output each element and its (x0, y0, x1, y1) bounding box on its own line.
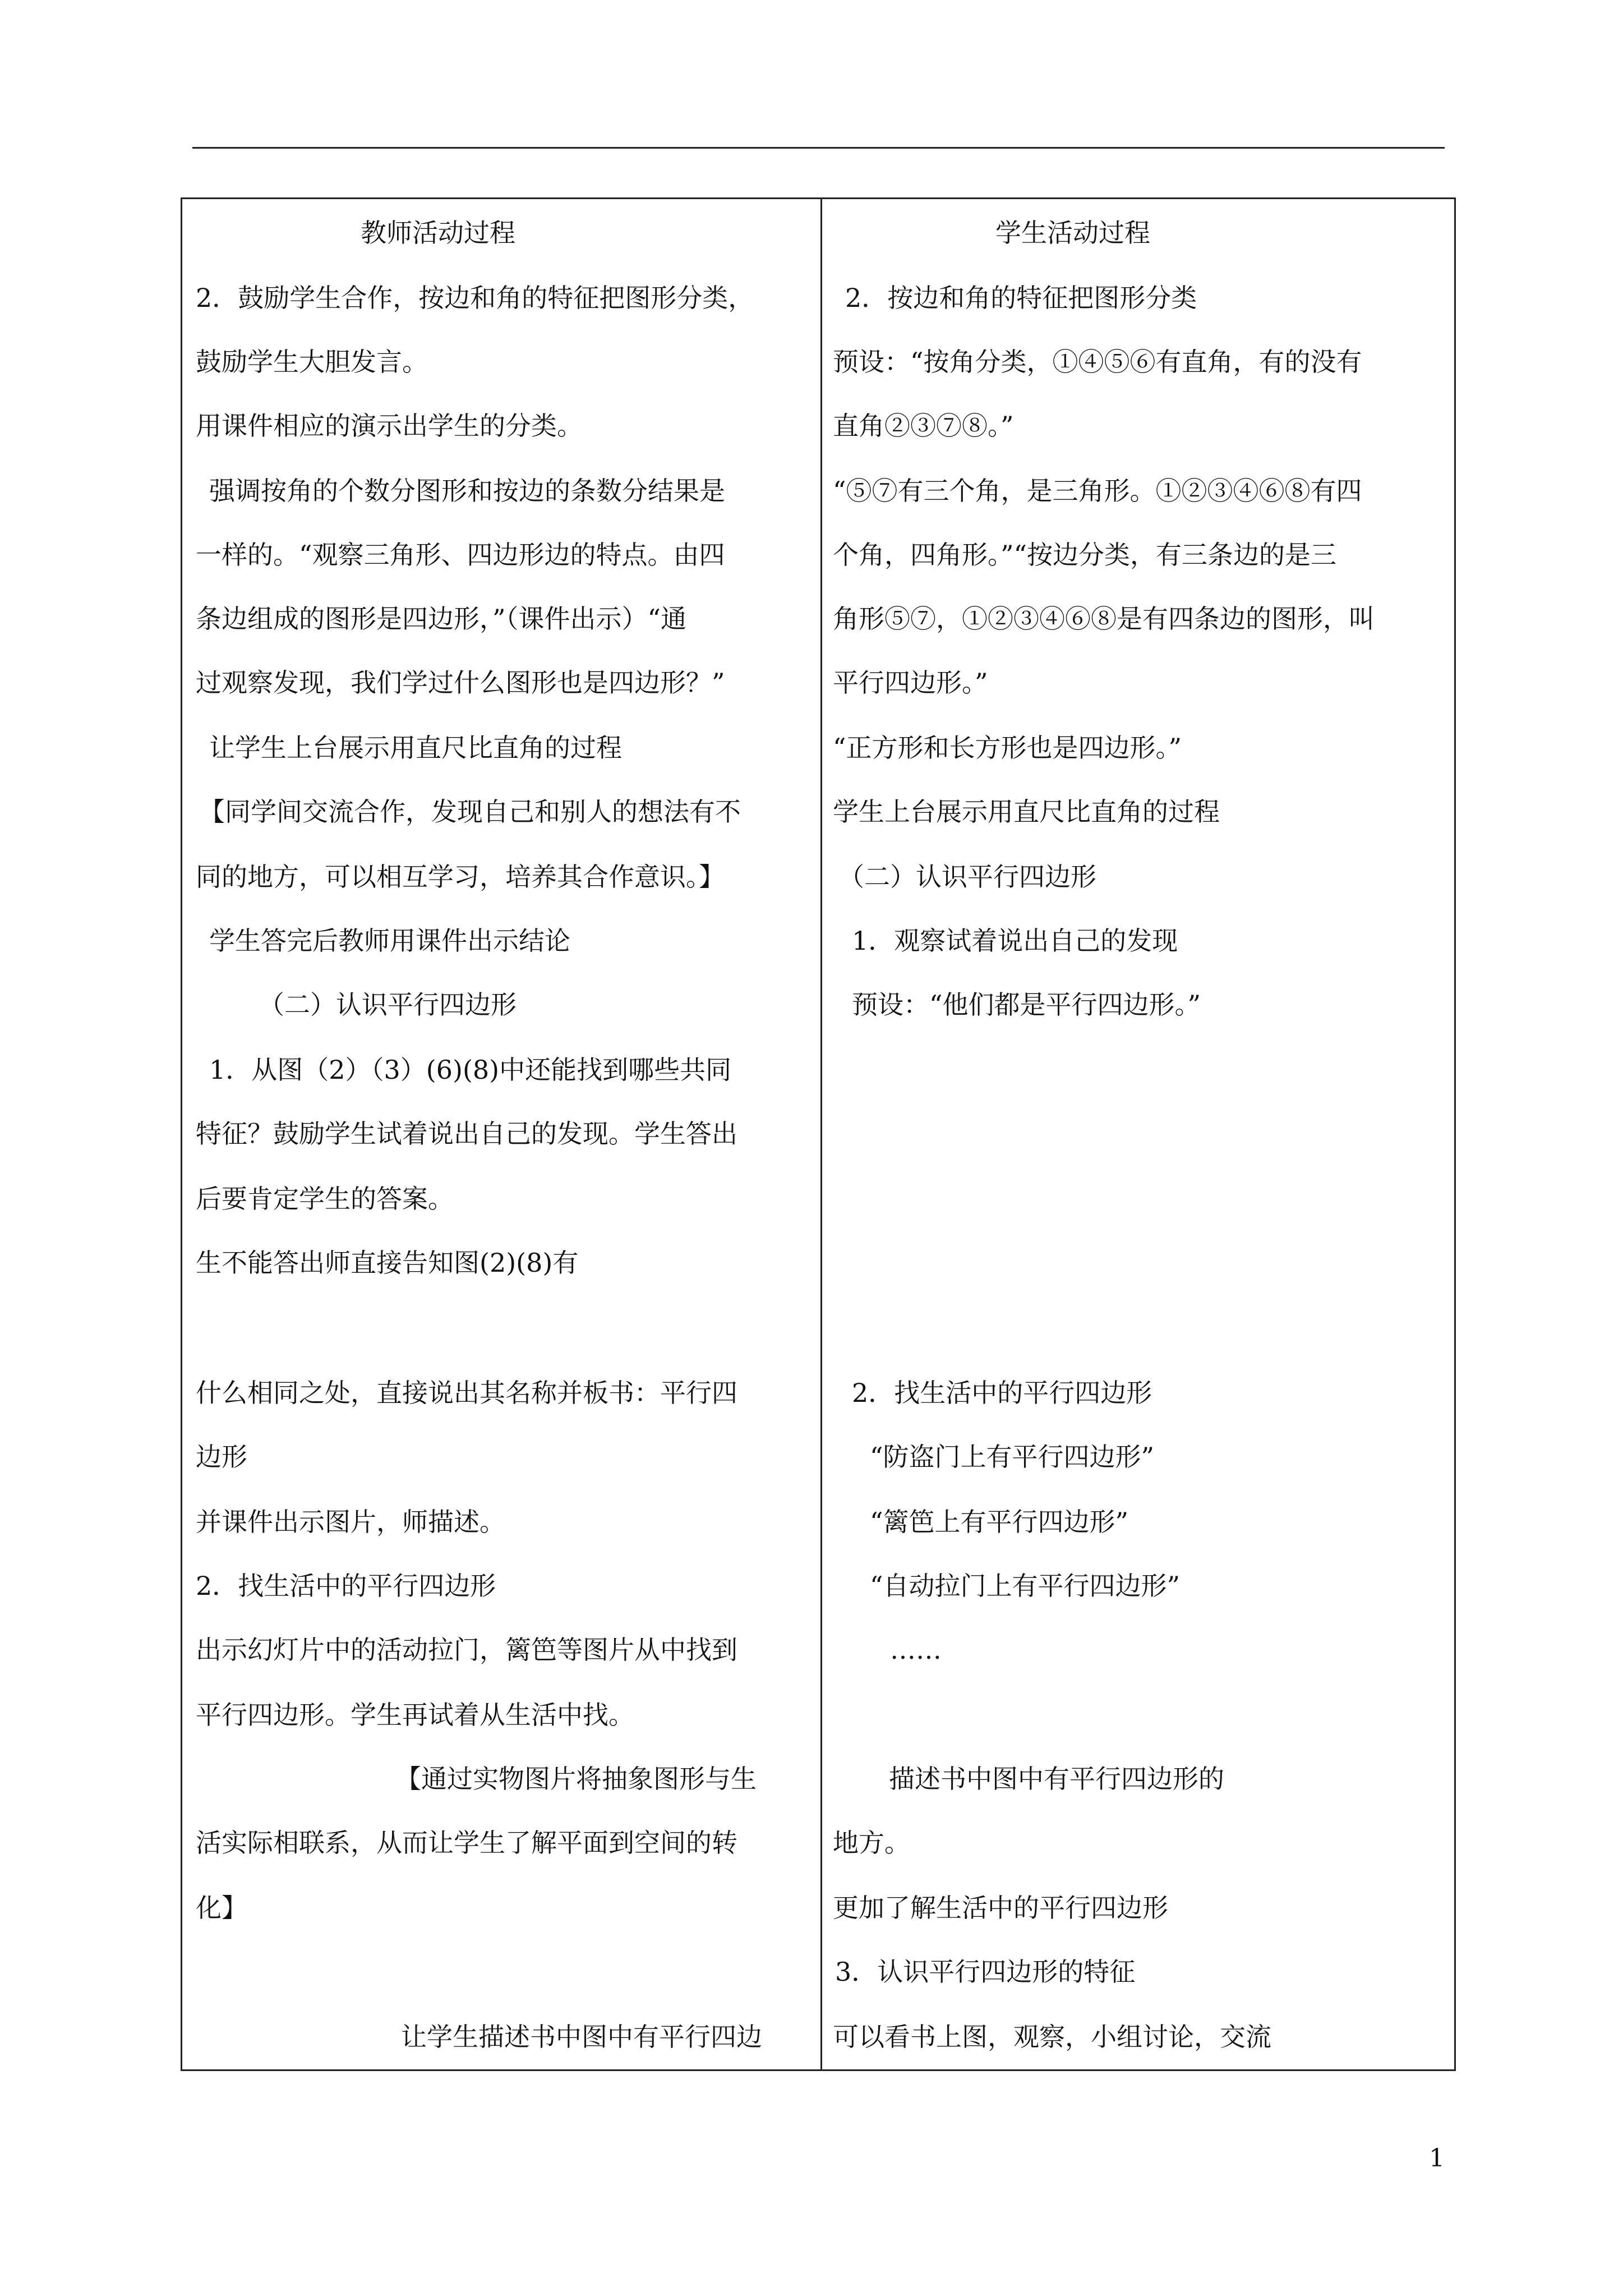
teacher-line: 条边组成的图形是四边形，”（课件出示）“通 (196, 604, 687, 634)
teacher-line: 2．鼓励学生合作，按边和角的特征把图形分类， (196, 283, 754, 313)
student-line: “⑤⑦有三个角，是三角形。①②③④⑥⑧有四 (833, 476, 1362, 506)
teacher-line: 出示幻灯片中的活动拉门，篱笆等图片从中找到 (196, 1635, 737, 1665)
student-line: 预设：“按角分类，①④⑤⑥有直角，有的没有 (833, 347, 1362, 377)
teacher-line: 特征？鼓励学生试着说出自己的发现。学生答出 (196, 1119, 737, 1149)
teacher-line: 一样的。“观察三角形、四边形边的特点。由四 (196, 540, 725, 570)
teacher-line: 学生答完后教师用课件出示结论 (209, 926, 570, 956)
teacher-line: 生不能答出师直接告知图(2)(8)有 (196, 1248, 579, 1278)
column-divider (820, 199, 822, 2069)
teacher-line: 活实际相联系，从而让学生了解平面到空间的转 (196, 1828, 737, 1858)
teacher-line: 2．找生活中的平行四边形 (196, 1571, 496, 1601)
teacher-line: 【通过实物图片将抽象图形与生 (395, 1764, 757, 1794)
student-line: 1．观察试着说出自己的发现 (852, 926, 1178, 956)
teacher-line: （二）认识平行四边形 (259, 990, 517, 1020)
teacher-line: 鼓励学生大胆发言。 (196, 347, 428, 377)
teacher-line: 【同学间交流合作，发现自己和别人的想法有不 (199, 797, 741, 827)
student-line: “自动拉门上有平行四边形” (870, 1571, 1181, 1601)
student-line: 直角②③⑦⑧。” (833, 411, 1014, 441)
teacher-column-header: 教师活动过程 (361, 218, 515, 248)
teacher-line: 让学生上台展示用直尺比直角的过程 (209, 733, 622, 763)
teacher-line: 后要肯定学生的答案。 (196, 1184, 454, 1214)
page-number: 1 (1429, 2144, 1445, 2173)
teacher-line: 过观察发现，我们学过什么图形也是四边形？” (196, 668, 725, 698)
teacher-line: 用课件相应的演示出学生的分类。 (196, 411, 583, 441)
student-line: 可以看书上图，观察，小组讨论，交流 (833, 2022, 1271, 2052)
teacher-line: 同的地方，可以相互学习，培养其合作意识。】 (196, 862, 725, 892)
student-line: “正方形和长方形也是四边形。” (833, 733, 1182, 763)
teacher-line: 边形 (196, 1442, 247, 1472)
teacher-line: 平行四边形。学生再试着从生活中找。 (196, 1700, 634, 1730)
student-line: 2．找生活中的平行四边形 (852, 1378, 1152, 1408)
teacher-line: 强调按角的个数分图形和按边的条数分结果是 (209, 476, 725, 506)
teacher-line: 1．从图（2）（3）(6)(8)中还能找到哪些共同 (209, 1055, 732, 1085)
teacher-line: 什么相同之处，直接说出其名称并板书：平行四 (196, 1378, 737, 1408)
student-line: 地方。 (833, 1828, 910, 1858)
student-line: “防盗门上有平行四边形” (870, 1442, 1155, 1472)
student-line: 个角，四角形。”“按边分类，有三条边的是三 (833, 540, 1337, 570)
student-line: 2．按边和角的特征把图形分类 (845, 283, 1197, 313)
student-line: 平行四边形。” (833, 668, 988, 698)
teacher-line: 让学生描述书中图中有平行四边 (401, 2022, 762, 2052)
student-line: 3．认识平行四边形的特征 (835, 1957, 1136, 1987)
teacher-line: 化】 (196, 1893, 247, 1923)
header-rule (192, 147, 1445, 149)
student-line: 描述书中图中有平行四边形的 (889, 1764, 1224, 1794)
student-column-header: 学生活动过程 (995, 218, 1150, 248)
teacher-line: 并课件出示图片，师描述。 (196, 1507, 505, 1537)
student-line: “篱笆上有平行四边形” (870, 1507, 1129, 1537)
student-line: 角形⑤⑦，①②③④⑥⑧是有四条边的图形，叫 (833, 604, 1375, 634)
student-line: 预设：“他们都是平行四边形。” (852, 990, 1201, 1020)
student-line: 更加了解生活中的平行四边形 (833, 1893, 1168, 1923)
student-line: …… (890, 1635, 942, 1665)
student-line: 学生上台展示用直尺比直角的过程 (833, 797, 1220, 827)
student-line: （二）认识平行四边形 (838, 862, 1096, 892)
activity-table (181, 197, 1456, 2071)
